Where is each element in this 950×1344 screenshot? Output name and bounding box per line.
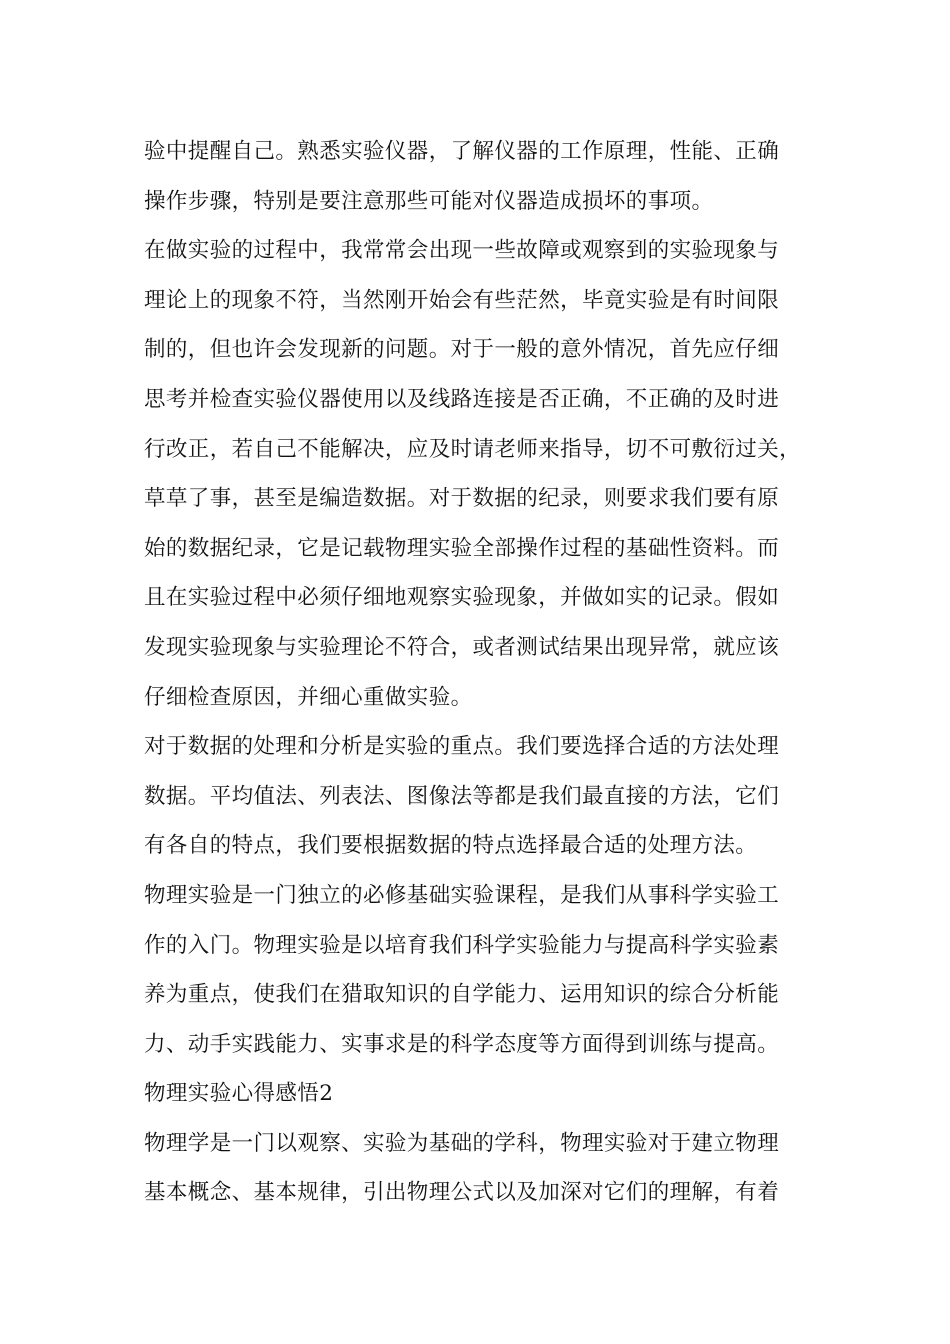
text-line: 养为重点，使我们在猎取知识的自学能力、运用知识的综合分析能 bbox=[144, 982, 780, 1008]
text-line: 在做实验的过程中，我常常会出现一些故障或观察到的实验现象与 bbox=[144, 238, 780, 264]
text-line: 物理实验是一门独立的必修基础实验课程，是我们从事科学实验工 bbox=[144, 882, 780, 908]
text-line: 物理学是一门以观察、实验为基础的学科，物理实验对于建立物理 bbox=[144, 1130, 780, 1156]
text-line: 思考并检查实验仪器使用以及线路连接是否正确，不正确的及时进 bbox=[144, 386, 780, 412]
text-line: 制的，但也许会发现新的问题。对于一般的意外情况，首先应仔细 bbox=[144, 337, 780, 363]
text-line: 操作步骤，特别是要注意那些可能对仪器造成损坏的事项。 bbox=[144, 188, 714, 214]
text-line: 始的数据纪录，它是记载物理实验全部操作过程的基础性资料。而 bbox=[144, 535, 780, 561]
text-line: 且在实验过程中必须仔细地观察实验现象，并做如实的记录。假如 bbox=[144, 585, 780, 611]
text-line: 对于数据的处理和分析是实验的重点。我们要选择合适的方法处理 bbox=[144, 734, 780, 760]
section-heading: 物理实验心得感悟2 bbox=[144, 1081, 334, 1107]
text-line: 验中提醒自己。熟悉实验仪器，了解仪器的工作原理，性能、正确 bbox=[144, 139, 780, 164]
text-line: 仔细检查原因，并细心重做实验。 bbox=[144, 684, 473, 710]
text-line: 基本概念、基本规律，引出物理公式以及加深对它们的理解，有着 bbox=[144, 1180, 780, 1206]
text-line: 力、动手实践能力、实事求是的科学态度等方面得到训练与提高。 bbox=[144, 1031, 780, 1057]
text-line: 作的入门。物理实验是以培育我们科学实验能力与提高科学实验素 bbox=[144, 932, 780, 958]
text-line: 行改正，若自己不能解决，应及时请老师来指导，切不可敷衍过关， bbox=[144, 436, 802, 462]
text-line: 发现实验现象与实验理论不符合，或者测试结果出现异常，就应该 bbox=[144, 634, 780, 660]
document-body bbox=[144, 127, 824, 1218]
text-line: 有各自的特点，我们要根据数据的特点选择最合适的处理方法。 bbox=[144, 833, 758, 859]
text-line: 草草了事，甚至是编造数据。对于数据的纪录，则要求我们要有原 bbox=[144, 486, 780, 512]
text-line: 理论上的现象不符，当然刚开始会有些茫然，毕竟实验是有时间限 bbox=[144, 287, 780, 313]
text-line: 数据。平均值法、列表法、图像法等都是我们最直接的方法，它们 bbox=[144, 783, 780, 809]
